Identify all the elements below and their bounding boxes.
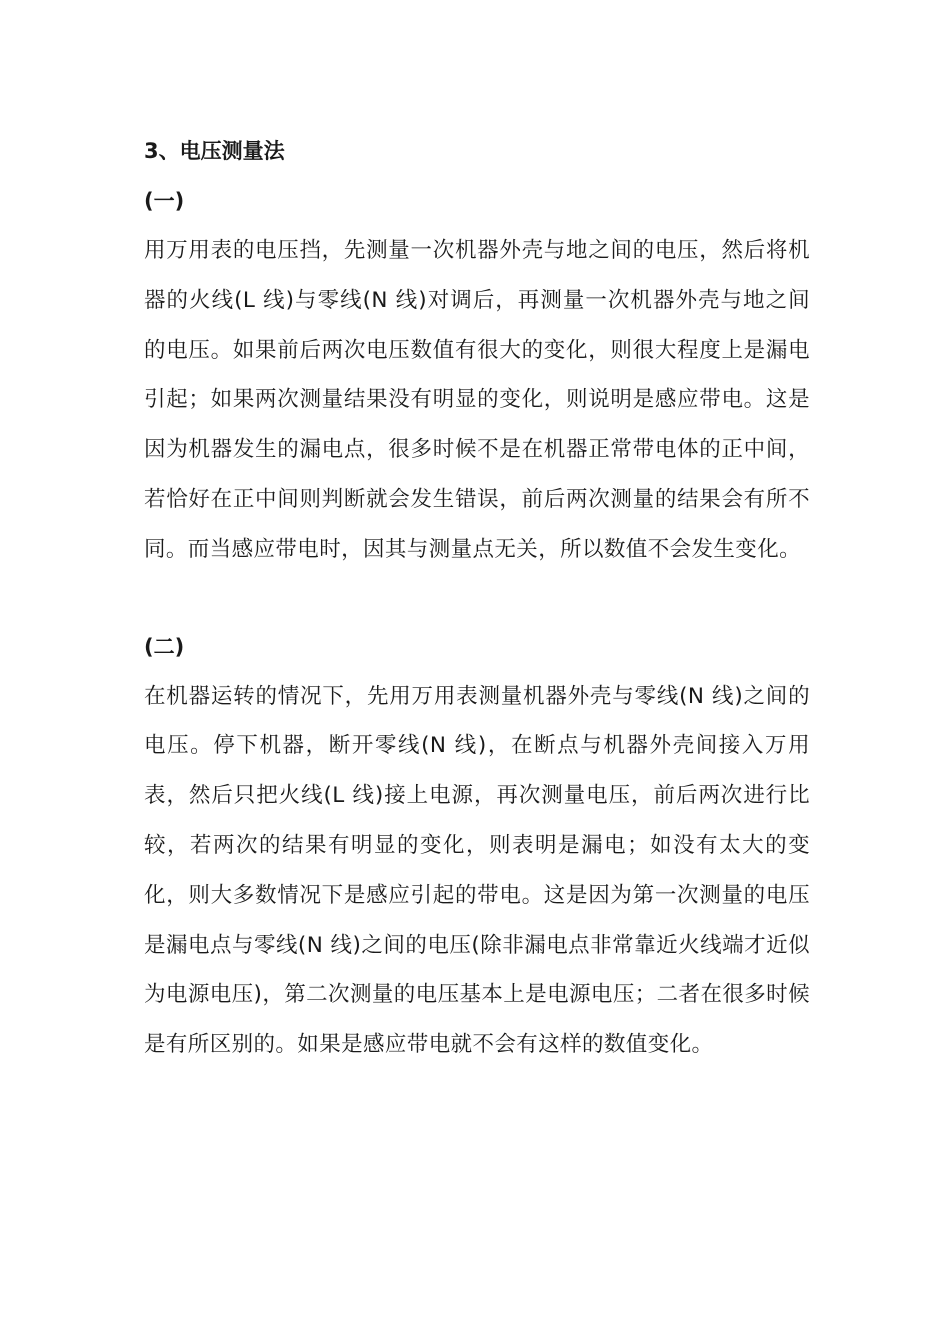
part-one-label: (一) [144, 189, 185, 213]
section-spacer [144, 575, 810, 622]
part-two-label: (二) [144, 634, 185, 659]
document-page [144, 126, 810, 1070]
section-title: 3、电压测量法 [144, 139, 285, 163]
part-two-paragraph: 在机器运转的情况下，先用万用表测量机器外壳与零线(N 线)之间的电压。停下机器，断开零线(N 线)，在断点与机器外壳间接入万用表，然后只把火线(L 线)接上电源，再次测量电压，前后两次进行比较，若两次的结果有明显的变化，则表明是漏电；如没有太大的变化，则大多数情况下是感应引起的带电。这是因为第一次测量的电压是漏电点与零线(N 线)之间的电压(除非漏电点非常靠近火线端才近似为电源电压)，第二次测量的电压基本上是电源电压；二者在很多时候是有所区别的。如果是感应带电就不会有这样的数值变化。 [144, 683, 810, 1058]
part-one-paragraph: 用万用表的电压挡，先测量一次机器外壳与地之间的电压，然后将机器的火线(L 线)与零线(N 线)对调后，再测量一次机器外壳与地之间的电压。如果前后两次电压数值有很大的变化，则很大程度上是漏电引起；如果两次测量结果没有明显的变化，则说明是感应带电。这是因为机器发生的漏电点，很多时候不是在机器正常带电体的正中间，若恰好在正中间则判断就会发生错误，前后两次测量的结果会有所不同。而当感应带电时，因其与测量点无关，所以数值不会发生变化。 [144, 238, 810, 562]
